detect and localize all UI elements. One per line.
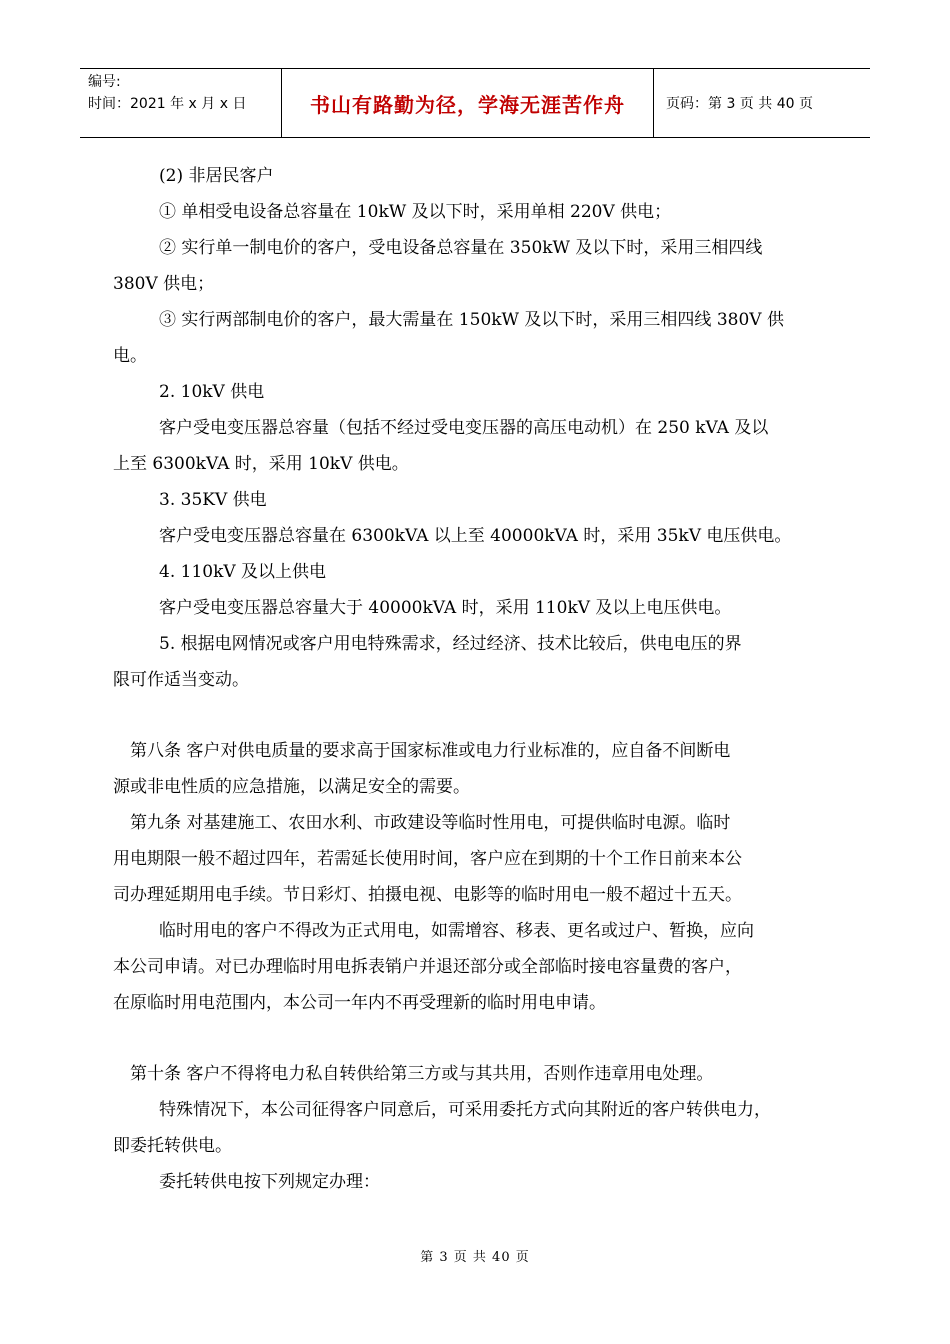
paragraph-line: 2. 10kV 供电 xyxy=(159,382,265,402)
header-table xyxy=(80,68,870,138)
paragraph-spacer xyxy=(113,1021,843,1056)
paragraph-line: 特殊情况下，本公司征得客户同意后，可采用委托方式向其附近的客户转供电力， xyxy=(159,1100,771,1120)
paragraph-line: ③ 实行两部制电价的客户，最大需量在 150kW 及以下时，采用三相四线 380V 供 xyxy=(159,310,784,330)
paragraph-line: 源或非电性质的应急措施，以满足安全的需要。 xyxy=(113,777,470,797)
header-motto: 书山有路勤为径，学海无涯苦作舟 xyxy=(282,69,654,137)
paragraph-line: 用电期限一般不超过四年，若需延长使用时间，客户应在到期的十个工作日前来本公 xyxy=(113,849,742,869)
paragraph-line: 在原临时用电范围内，本公司一年内不再受理新的临时用电申请。 xyxy=(113,993,606,1013)
paragraph-line: (2) 非居民客户 xyxy=(159,166,274,186)
paragraph-line: 上至 6300kVA 时，采用 10kV 供电。 xyxy=(113,454,409,474)
paragraph-line: 电。 xyxy=(113,346,147,366)
paragraph-line: 380V 供电； xyxy=(113,274,215,294)
paragraph-line: 5. 根据电网情况或客户用电特殊需求，经过经济、技术比较后，供电电压的界 xyxy=(159,634,742,654)
paragraph-line: 本公司申请。对已办理临时用电拆表销户并退还部分或全部临时接电容量费的客户， xyxy=(113,957,742,977)
article-line: 第八条 客户对供电质量的要求高于国家标准或电力行业标准的，应自备不间断电 xyxy=(130,741,731,761)
page-footer: 第 3 页 共 40 页 xyxy=(420,1250,530,1265)
paragraph-line: 4. 110kV 及以上供电 xyxy=(159,562,327,582)
paragraph-spacer xyxy=(113,698,843,733)
article-line: 第十条 客户不得将电力私自转供给第三方或与其共用，否则作违章用电处理。 xyxy=(130,1064,714,1084)
document-body xyxy=(113,158,843,1200)
paragraph-line: 客户受电变压器总容量（包括不经过受电变压器的高压电动机）在 250 kVA 及以 xyxy=(159,418,769,438)
paragraph-line: 司办理延期用电手续。节日彩灯、拍摄电视、电影等的临时用电一般不超过十五天。 xyxy=(113,885,742,905)
article-line: 第九条 对基建施工、农田水利、市政建设等临时性用电，可提供临时电源。临时 xyxy=(130,813,731,833)
paragraph-line: 客户受电变压器总容量大于 40000kVA 时，采用 110kV 及以上电压供电。 xyxy=(159,598,732,618)
paragraph-line: 即委托转供电。 xyxy=(113,1136,232,1156)
document-number-label: 编号: xyxy=(88,74,121,90)
paragraph-line: ② 实行单一制电价的客户，受电设备总容量在 350kW 及以下时，采用三相四线 xyxy=(159,238,763,258)
paragraph-line: ① 单相受电设备总容量在 10kW 及以下时，采用单相 220V 供电； xyxy=(159,202,672,222)
paragraph-line: 限可作适当变动。 xyxy=(113,670,249,690)
document-time-label: 时间：2021 年 x 月 x 日 xyxy=(88,96,247,112)
paragraph-line: 客户受电变压器总容量在 6300kVA 以上至 40000kVA 时，采用 35kV 电压供电。 xyxy=(159,526,792,546)
paragraph-line: 3. 35KV 供电 xyxy=(159,490,267,510)
header-info-cell xyxy=(80,69,282,137)
header-page-label: 页码：第 3 页 共 40 页 xyxy=(666,96,813,112)
paragraph-line: 委托转供电按下列规定办理： xyxy=(159,1172,380,1192)
paragraph-line: 临时用电的客户不得改为正式用电，如需增容、移表、更名或过户、暂换，应向 xyxy=(159,921,754,941)
